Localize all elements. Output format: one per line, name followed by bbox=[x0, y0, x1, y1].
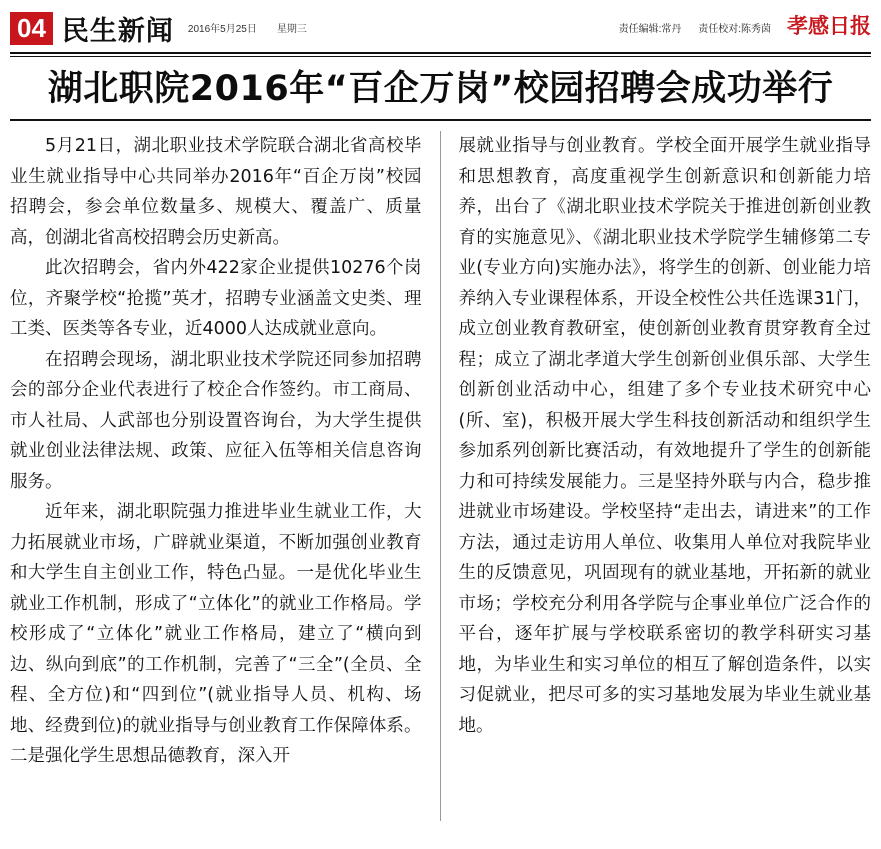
column-left bbox=[10, 131, 441, 821]
proofreader-credit: 责任校对:陈秀茵 bbox=[698, 23, 771, 35]
paragraph: 5月21日，湖北职业技术学院联合湖北省高校毕业生就业指导中心共同举办2016年“百企万岗”校园招聘会，参会单位数量多、规模大、覆盖广、质量高，创湖北省高校招聘会历史新高。 bbox=[10, 136, 422, 248]
credits bbox=[605, 20, 771, 37]
page-number-badge: 04 bbox=[10, 12, 53, 45]
paragraph: 展就业指导与创业教育。学校全面开展学生就业指导和思想教育，高度重视学生创新意识和创新能力培养，出台了《湖北职业技术学院关于推进创新创业教育的实施意见》、《湖北职业技术学院学生辅修第二专业(专业方向)实施办法》，将学生的创新、创业能力培养纳入专业课程体系，开设全校性公共任选课31门，成立创业教育教研室，使创新创业教育贯穿教育全过程；成立了湖北孝道大学生创新创业俱乐部、大学生创新创业活动中心，组建了多个专业技术研究中心(所、室)，积极开展大学生科技创新活动和组织学生参加系列创新比赛活动，有效地提升了学生的创新能力和可持续发展能力。三是坚持外联与内合，稳步推进就业市场建设。学校坚持“走出去，请进来”的工作方法，通过走访用人单位、收集用人单位对我院毕业生的反馈意见，巩固现有的就业基地，开拓新的就业市场；学校充分利用各学院与企事业单位广泛合作的平台，逐年扩展与学校联系密切的教学科研实习基地，为毕业生和实习单位的相互了解创造条件，以实习促就业，把尽可多的实习基地发展为毕业生就业基地。 bbox=[458, 136, 871, 736]
masthead bbox=[10, 0, 871, 50]
paragraph: 近年来，湖北职院强力推进毕业生就业工作，大力拓展就业市场，广辟就业渠道，不断加强创业教育和大学生自主创业工作，特色凸显。一是优化毕业生就业工作机制，形成了“立体化”的就业工作格局。学校形成了“立体化”就业工作格局，建立了“横向到边、纵向到底”的工作机制，完善了“三全”(全员、全程、全方位)和“四到位”(就业指导人员、机构、场地、经费到位)的就业指导与创业教育工作保障体系。二是强化学生思想品德教育，深入开 bbox=[10, 502, 422, 766]
column-right bbox=[441, 131, 872, 821]
editor-credit: 责任编辑:常丹 bbox=[618, 23, 682, 35]
paper-logo: 孝感日报 bbox=[787, 14, 871, 38]
article-headline: 湖北职院2016年“百企万岗”校园招聘会成功举行 bbox=[47, 69, 834, 109]
paragraph: 此次招聘会，省内外422家企业提供10276个岗位，齐聚学校“抢揽”英才，招聘专业涵盖文史类、理工类、医类等各专业，近4000人达成就业意向。 bbox=[10, 258, 422, 339]
publication-weekday: 星期三 bbox=[276, 23, 307, 35]
masthead-rule-thick bbox=[10, 52, 871, 54]
paragraph: 在招聘会现场，湖北职业技术学院还同参加招聘会的部分企业代表进行了校企合作签约。市工商局、市人社局、人武部也分别设置咨询台，为大学生提供就业创业法律法规、政策、应征入伍等相关信息咨询服务。 bbox=[10, 349, 422, 492]
publication-date: 2016年5月25日 bbox=[187, 23, 257, 35]
headline-rule bbox=[10, 119, 871, 121]
section-title: 民生新闻 bbox=[61, 15, 174, 47]
article-body bbox=[10, 125, 871, 821]
